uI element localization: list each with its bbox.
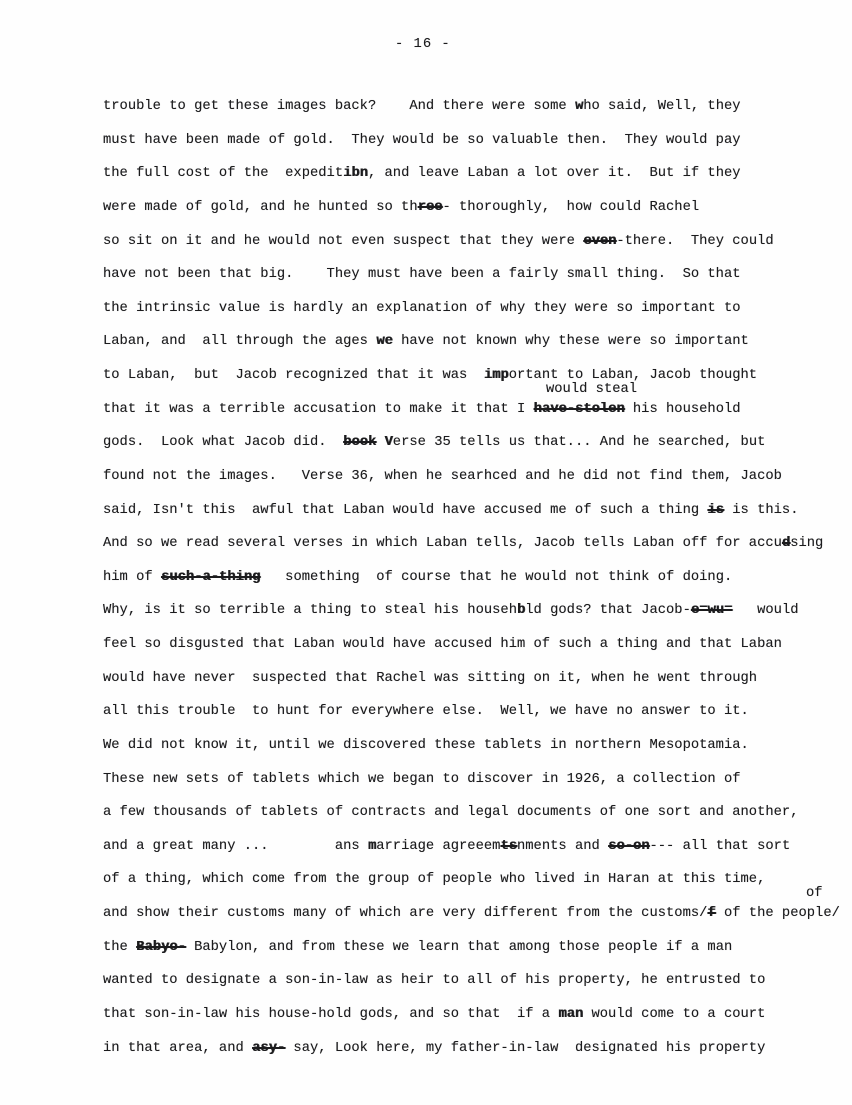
text-line xyxy=(103,325,840,359)
text-line xyxy=(103,998,840,1032)
text-segment: These new sets of tablets which we began to discover in 1926, a collection of xyxy=(103,771,741,787)
text-segment: and a great many ... ans xyxy=(103,838,368,854)
overtyped-text: w xyxy=(574,99,584,114)
text-segment: wanted to designate a son-in-law as heir to all of his property, he entrusted to xyxy=(103,973,766,989)
text-line xyxy=(103,931,840,965)
text-segment: ortant to Laban, Jacob thought xyxy=(508,368,758,383)
text-segment: said, Isn't this awful that Laban would have accused me of such a thing xyxy=(103,502,708,518)
text-segment: of the people/ xyxy=(715,906,840,921)
text-line xyxy=(103,157,840,191)
text-segment: have not been that big. They must have been a fairly small thing. So that xyxy=(103,267,741,283)
overtyped-text: b xyxy=(516,603,526,619)
text-line xyxy=(103,426,840,460)
text-segment: nments and xyxy=(517,838,609,854)
overtyped-text: m xyxy=(367,838,377,854)
struck-out-text: book xyxy=(343,435,377,451)
text-segment: erse 35 tells us that... And he searched, but xyxy=(392,435,766,451)
text-segment: in that area, and xyxy=(103,1040,253,1056)
text-segment: We did not know it, until we discovered these tablets in northern Mesopotamia. xyxy=(103,737,749,753)
overtyped-text: imp xyxy=(483,368,509,383)
text-segment: that it was a terrible accusation to make it that I xyxy=(103,401,534,417)
text-segment: is this. xyxy=(723,502,799,518)
text-segment: and show their customs many of which are very different from the customs/ xyxy=(103,906,708,921)
text-segment: say, Look here, my father-in-law designated his property xyxy=(285,1040,766,1056)
struck-out-text: Babyo- xyxy=(136,939,186,955)
text-line xyxy=(103,796,840,830)
text-segment: -there. They could xyxy=(616,233,774,249)
struck-out-text: ts xyxy=(500,838,517,854)
text-segment: Why, is it so terrible a thing to steal his househ xyxy=(103,603,517,619)
text-segment: would come to a court xyxy=(583,1006,766,1022)
overtyped-text: we xyxy=(376,334,393,350)
text-line xyxy=(103,964,840,998)
struck-out-text: is xyxy=(707,502,724,518)
text-segment: must have been made of gold. They would be so valuable then. They would pay xyxy=(103,132,741,148)
text-segment: Laban, and all through the ages xyxy=(103,334,377,350)
text-segment: that son-in-law his house-hold gods, and so that if a xyxy=(103,1006,559,1022)
interlinear-insertion: would steal xyxy=(546,382,638,397)
text-segment: sing xyxy=(790,536,824,552)
interlinear-insertion: of xyxy=(806,886,823,901)
text-segment: all this trouble to hunt for everywhere else. Well, we have no answer to it. xyxy=(103,704,749,720)
text-line xyxy=(103,897,840,931)
text-line xyxy=(103,393,840,427)
text-segment xyxy=(376,435,384,450)
text-line xyxy=(103,494,840,528)
text-segment: arriage agreeem xyxy=(376,838,501,854)
struck-out-text: have-stolen xyxy=(533,401,625,417)
text-segment: him of xyxy=(103,569,161,585)
text-segment: gods. Look what Jacob did. xyxy=(103,435,344,451)
text-line xyxy=(103,561,840,595)
text-line xyxy=(103,191,840,225)
text-segment: would xyxy=(732,603,799,619)
text-line xyxy=(103,628,840,662)
text-segment: trouble to get these images back? And there were some xyxy=(103,99,575,114)
struck-out-text: e=wu= xyxy=(690,603,733,619)
text-segment: Babylon, and from these we learn that among those people if a man xyxy=(185,939,733,955)
text-line xyxy=(103,695,840,729)
struck-out-text: ree xyxy=(417,199,443,215)
text-segment: something of course that he would not think of doing. xyxy=(260,569,733,585)
overtyped-text: man xyxy=(558,1006,584,1022)
text-line xyxy=(103,292,840,326)
struck-out-text: such-a-thing xyxy=(160,569,261,585)
struck-out-text: asy- xyxy=(252,1040,286,1056)
text-segment: were made of gold, and he hunted so th xyxy=(103,199,418,215)
text-line xyxy=(103,662,840,696)
text-segment: of a thing, which come from the group of people who lived in Haran at this time, xyxy=(103,872,766,888)
text-segment: feel so disgusted that Laban would have accused him of such a thing and that Laban xyxy=(103,637,782,652)
text-segment: And so we read several verses in which Laban tells, Jacob tells Laban off for accu xyxy=(103,536,782,552)
text-segment: would have never suspected that Rachel was sitting on it, when he went through xyxy=(103,670,758,686)
document-body xyxy=(103,90,840,1065)
text-line xyxy=(103,729,840,763)
overtyped-text: V xyxy=(384,435,393,451)
text-line xyxy=(103,359,840,393)
text-segment: a few thousands of tablets of contracts and legal documents of one sort and another, xyxy=(103,805,799,821)
text-line xyxy=(103,763,840,797)
text-segment: found not the images. Verse 36, when he searhced and he did not find them, Jacob xyxy=(103,468,782,484)
struck-out-text: d xyxy=(781,536,791,552)
text-segment: his household xyxy=(624,401,741,417)
text-segment: so sit on it and he would not even suspect that they were xyxy=(103,233,584,249)
text-segment: , and leave Laban a lot over it. But if they xyxy=(367,166,741,182)
text-line xyxy=(103,1032,840,1066)
text-segment: ld gods? that Jacob- xyxy=(525,603,691,619)
text-line xyxy=(103,527,840,561)
overtyped-text: ibn xyxy=(343,166,368,182)
text-segment: the xyxy=(103,939,137,955)
text-segment: have not known why these were so important xyxy=(392,334,749,350)
text-line xyxy=(103,594,840,628)
page-number: - 16 - xyxy=(395,37,451,52)
text-line xyxy=(103,258,840,292)
struck-out-text: even xyxy=(583,233,617,249)
text-segment: the full cost of the expedit xyxy=(103,166,344,182)
text-segment: the intrinsic value is hardly an explanation of why they were so important to xyxy=(103,300,741,316)
text-segment: - thoroughly, how could Rachel xyxy=(442,199,700,215)
text-line xyxy=(103,225,840,259)
struck-out-text: f xyxy=(707,906,716,921)
text-line xyxy=(103,460,840,494)
text-segment: --- all that sort xyxy=(649,838,791,854)
struck-out-text: so-on xyxy=(608,838,650,854)
text-segment: to Laban, but Jacob recognized that it was xyxy=(103,368,484,383)
text-line xyxy=(103,124,840,158)
text-segment: ho said, Well, they xyxy=(583,99,741,114)
text-line xyxy=(103,90,840,124)
text-line xyxy=(103,863,840,897)
text-line xyxy=(103,830,840,864)
